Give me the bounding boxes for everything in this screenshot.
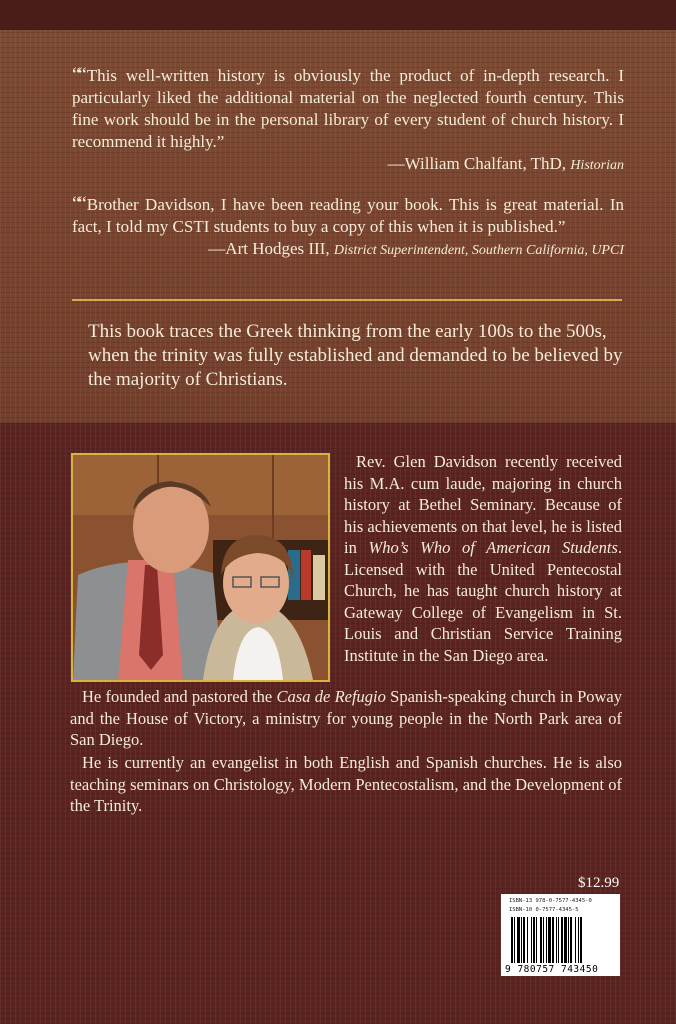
book-summary: This book traces the Greek thinking from the early 100s to the 500s, when the trinity was fully established and demanded to be believed by the majority of Christians. [88, 321, 623, 390]
quote-mark-icon: ““ [72, 193, 84, 215]
barcode-bar [546, 917, 547, 963]
quote-text: Brother Davidson, I have been reading your book. This is great material. In fact, I told my CSTI students to buy a copy of this when it is published.” [72, 195, 624, 236]
barcode-bar [523, 917, 525, 963]
author-photo [71, 453, 330, 682]
quote-attribution: —Art Hodges III, District Superintendent, Southern California, UPCI [208, 239, 624, 258]
price-label: $12.99 [578, 875, 620, 891]
isbn-barcode [501, 894, 620, 976]
barcode-bar [552, 917, 554, 963]
quote-text: This well-written history is obviously the product of in-depth research. I particularly liked the additional material on the neglected fourth century. This fine work should be in the personal library of every student of church history. I recommend it highly.” [72, 66, 624, 151]
isbn10-label: ISBN-10 0-7577-4345-5 [509, 907, 579, 913]
endorsement-quote-1 [72, 64, 624, 177]
barcode-bar [578, 917, 579, 963]
barcode-bar [564, 917, 567, 963]
barcode-bar [568, 917, 569, 963]
barcode-digits: 9 780757 743450 [505, 964, 599, 975]
barcode-bar [517, 917, 520, 963]
author-bio-paragraph-1: Rev. Glen Davidson recently received his M.A. cum laude, majoring in church history at Bethel Seminary. Because of his achievements on that level, he is listed in Who’s Who of American Students. Licensed with the United Pentecostal Church, he has taught church history at Gateway College of Evangelism in St. Louis and Christian Service Training Institute in the San Diego area. [344, 452, 622, 665]
barcode-bar [527, 917, 528, 963]
quote-attribution: —William Chalfant, ThD, Historian [387, 154, 624, 173]
barcode-bar [556, 917, 557, 963]
barcode-bar [548, 917, 551, 963]
barcode-bar [558, 917, 559, 963]
barcode-bars [511, 917, 611, 963]
barcode-bar [575, 917, 576, 963]
top-band [0, 0, 676, 31]
author-bio-paragraph-2: He founded and pastored the Casa de Refugio Spanish-speaking church in Poway and the House of Victory, a ministry for young people in the North Park area of San Diego. [70, 687, 623, 749]
barcode-bar [561, 917, 563, 963]
barcode-bar [533, 917, 535, 963]
barcode-bar [540, 917, 542, 963]
author-bio-paragraph-3: He is currently an evangelist in both English and Spanish churches. He is also teaching seminars on Christology, Modern Pentecostalism, and the Development of the Trinity. [70, 753, 622, 815]
barcode-bar [536, 917, 537, 963]
quote-mark-icon: ““ [72, 64, 84, 86]
gold-divider [72, 299, 622, 301]
barcode-bar [531, 917, 532, 963]
author-photo-illustration [73, 455, 328, 680]
barcode-bar [511, 917, 513, 963]
barcode-bar [521, 917, 522, 963]
barcode-bar [580, 917, 582, 963]
barcode-bar [514, 917, 515, 963]
barcode-bar [543, 917, 544, 963]
barcode-bar [570, 917, 572, 963]
endorsement-quote-2 [72, 193, 624, 262]
isbn13-label: ISBN-13 978-0-7577-4345-0 [509, 898, 592, 904]
